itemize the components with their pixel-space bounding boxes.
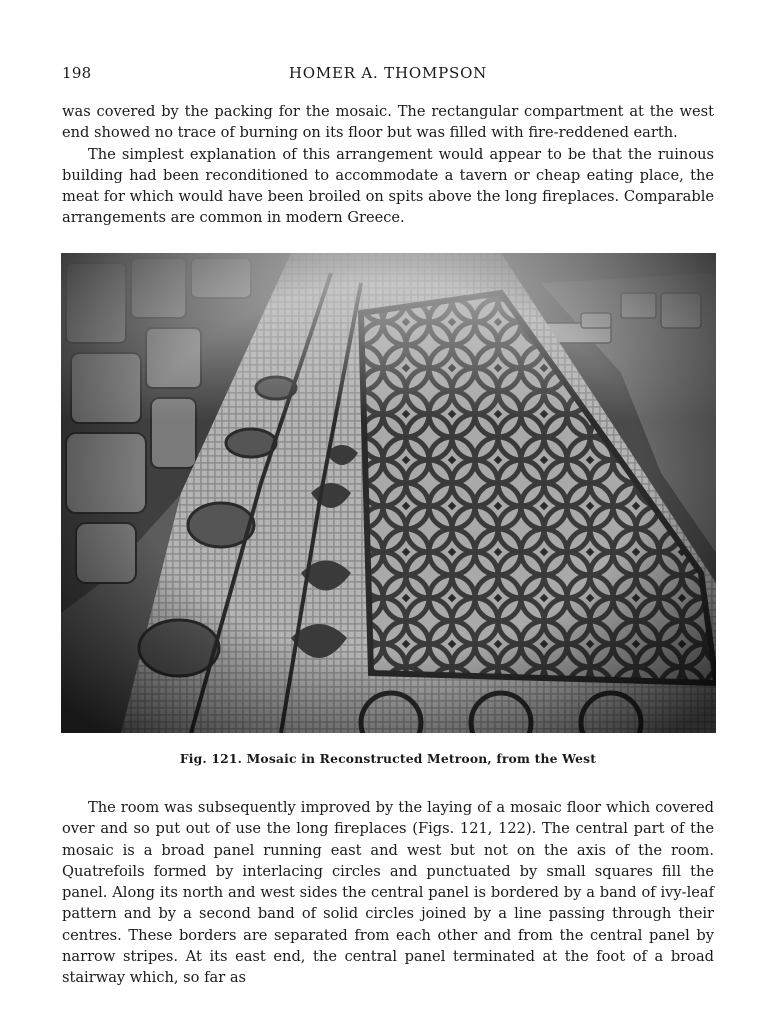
paragraph: The room was subsequently improved by the laying of a mosaic floor which covered over and so put out of use the long fireplaces (Figs. 121, 122). The central part of the mosaic is a broad panel running east and west but not on the axis of the room. Quatrefoils formed by interlacing circles and punctuated by small squares fill the panel. Along its north and west sides the central panel is bordered by a band of ivy-leaf pattern and by a second band of solid circles joined by a line passing through their centres. These borders are separated from each other and from the central panel by narrow stripes. At its east end, the central panel terminated at the foot of a broad stairway which, so far as — [62, 799, 714, 987]
paragraph: was covered by the packing for the mosaic. The rectangular compartment at the west end showed no trace of burning on its floor but was filled with fire-reddened earth. — [62, 103, 714, 142]
running-head: HOMER A. THOMPSON — [288, 64, 488, 82]
page-header — [62, 64, 714, 86]
paragraph: The simplest explanation of this arrangement would appear to be that the ruinous building had been reconditioned to accommodate a tavern or cheap eating place, the meat for which would have been broiled on spits above the long fireplaces. Comparable arrangements are common in modern Greece. — [62, 145, 714, 227]
figure-caption: Fig. 121. Mosaic in Reconstructed Metroon, from the West — [179, 751, 597, 766]
bottom-text-block — [62, 797, 714, 989]
mosaic-photograph — [61, 253, 716, 733]
page-number: 198 — [62, 64, 92, 82]
top-text-block — [62, 101, 714, 229]
